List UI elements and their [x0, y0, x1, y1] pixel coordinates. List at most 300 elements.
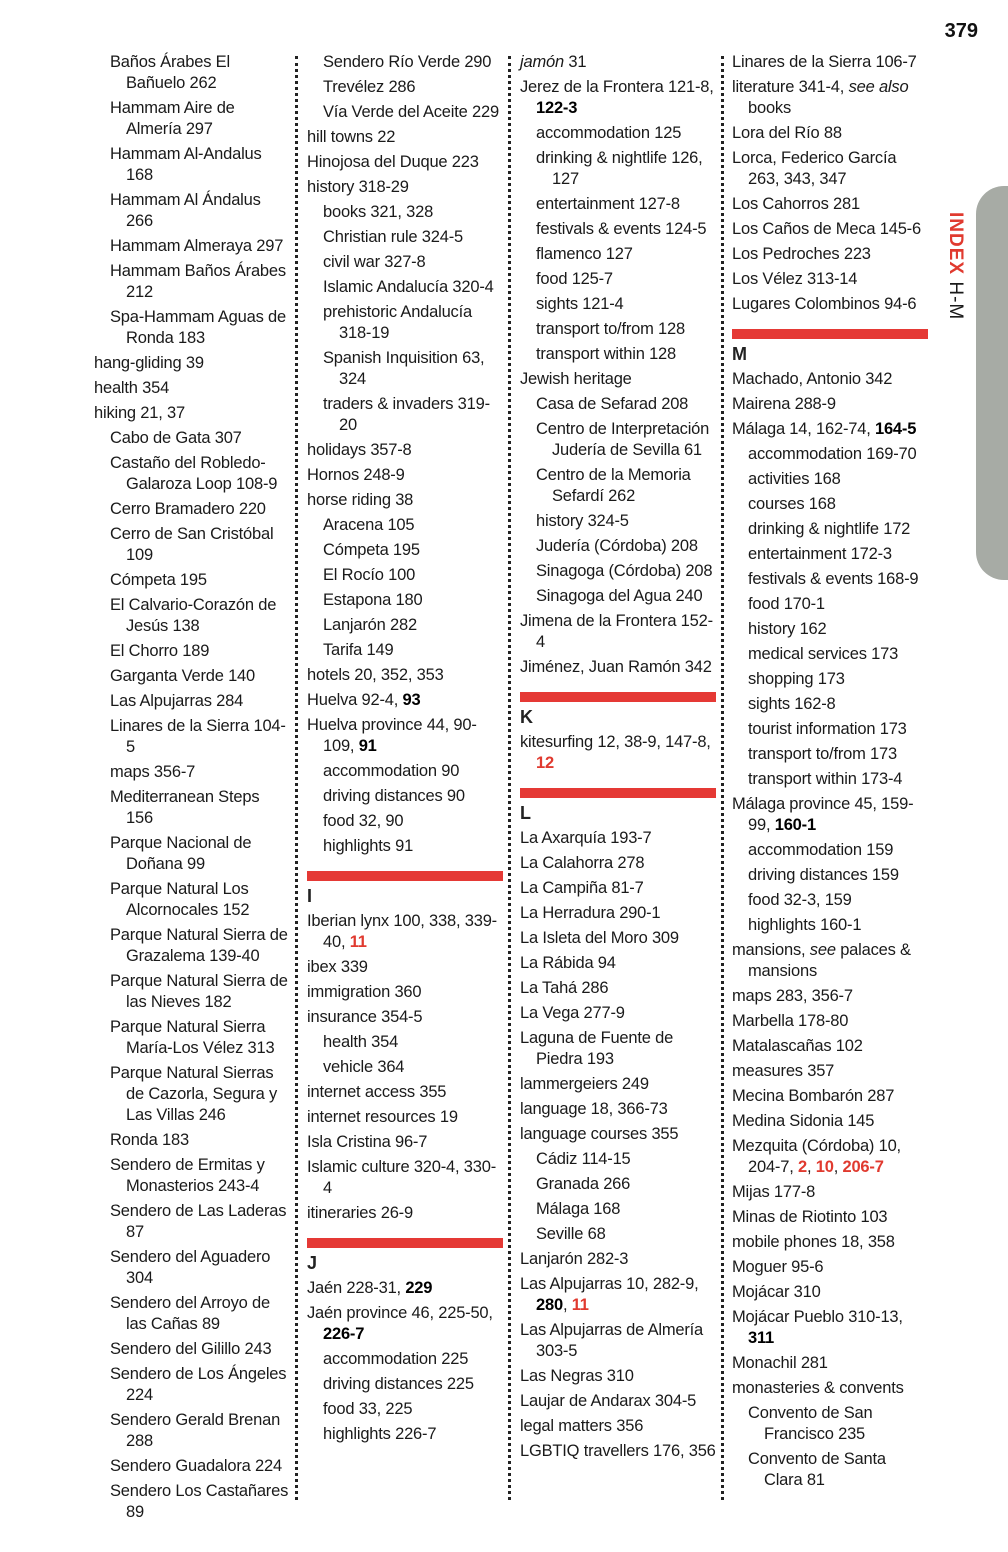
index-subentry	[307, 1032, 503, 1053]
entry-text: see also	[848, 78, 909, 96]
index-entry	[732, 986, 928, 1007]
entry-text: holidays 357-8	[307, 441, 412, 459]
index-column-1	[94, 52, 290, 1527]
entry-text: mansions,	[732, 941, 810, 959]
index-entry	[520, 1124, 716, 1145]
index-entry	[307, 911, 503, 953]
index-entry	[520, 1366, 716, 1387]
index-subentry	[94, 570, 290, 591]
entry-text: Parque Natural Sierra María-Los Vélez 313	[110, 1018, 275, 1057]
entry-text: Marbella 178-80	[732, 1012, 849, 1030]
index-subentry	[94, 641, 290, 662]
index-subentry	[732, 890, 928, 911]
entry-text: food 33, 225	[323, 1400, 413, 1418]
section-letter: M	[732, 344, 747, 364]
index-entry	[520, 1028, 716, 1070]
entry-text: Mojácar 310	[732, 1283, 821, 1301]
entry-text: ,	[806, 1158, 816, 1176]
section-tab	[976, 186, 1008, 580]
entry-text: Jerez de la Frontera 121-8,	[520, 78, 714, 96]
entry-text: sights 162-8	[748, 695, 836, 713]
entry-text: Hammam Aire de Almería 297	[110, 99, 235, 138]
photo-page-ref: 11	[571, 1296, 589, 1314]
index-entry	[732, 369, 928, 390]
entry-text: Lora del Río 88	[732, 124, 842, 142]
entry-text: Huelva province 44, 90-109,	[307, 716, 477, 755]
index-entry	[732, 419, 928, 440]
entry-text: Hammam Al-Andalus 168	[110, 145, 262, 184]
index-column-3	[520, 52, 716, 1466]
entry-text: Huelva 92-4,	[307, 691, 403, 709]
index-subentry	[307, 1399, 503, 1420]
index-subentry	[732, 915, 928, 936]
entry-text: Mediterranean Steps 156	[110, 788, 260, 827]
entry-text: driving distances 225	[323, 1375, 474, 1393]
index-subentry	[94, 971, 290, 1013]
index-subentry	[307, 348, 503, 390]
index-subentry	[94, 1364, 290, 1406]
entry-text: monasteries & convents	[732, 1379, 904, 1397]
entry-text: mobile phones 18, 358	[732, 1233, 895, 1251]
entry-text: maps 283, 356-7	[732, 987, 853, 1005]
entry-text: prehistoric Andalucía 318-19	[323, 303, 472, 342]
index-entry	[94, 353, 290, 374]
section-rule	[520, 692, 716, 702]
index-entry	[732, 1036, 928, 1057]
index-subentry	[307, 786, 503, 807]
column-divider	[721, 56, 724, 1500]
entry-text: Centro de la Memoria Sefardí 262	[536, 466, 691, 505]
entry-text: hiking 21, 37	[94, 404, 185, 422]
index-subentry	[94, 1456, 290, 1477]
entry-text: El Rocío 100	[323, 566, 416, 584]
index-subentry	[520, 465, 716, 507]
index-entry	[732, 77, 928, 119]
index-subentry	[520, 244, 716, 265]
index-subentry	[307, 77, 503, 98]
entry-text: Judería (Córdoba) 208	[536, 537, 698, 555]
entry-text: Laujar de Andarax 304-5	[520, 1392, 697, 1410]
entry-text: La Vega 277-9	[520, 1004, 625, 1022]
index-entry	[307, 1007, 503, 1028]
index-subentry	[520, 344, 716, 365]
entry-text: traders & invaders 319-20	[323, 395, 490, 434]
entry-text: Parque Natural Sierra de Grazalema 139-40	[110, 926, 288, 965]
entry-text: Ronda 183	[110, 1131, 189, 1149]
index-entry	[732, 394, 928, 415]
entry-text: Sinagoga (Córdoba) 208	[536, 562, 713, 580]
entry-text: Casa de Sefarad 208	[536, 395, 689, 413]
entry-text: entertainment 172-3	[748, 545, 892, 563]
entry-text: Lanjarón 282	[323, 616, 417, 634]
index-entry	[520, 1003, 716, 1024]
entry-text: Las Negras 310	[520, 1367, 634, 1385]
entry-text: Lugares Colombinos 94-6	[732, 295, 917, 313]
entry-text: Hinojosa del Duque 223	[307, 153, 479, 171]
index-subentry	[732, 494, 928, 515]
entry-text: Hornos 248-9	[307, 466, 405, 484]
entry-text: Spanish Inquisition 63, 324	[323, 349, 485, 388]
entry-text: Jaén province 46, 225-50,	[307, 1304, 493, 1322]
map-page-ref: 226-7	[323, 1325, 365, 1343]
entry-text: history 324-5	[536, 512, 629, 530]
index-entry	[307, 177, 503, 198]
entry-text: Cerro de San Cristóbal 109	[110, 525, 274, 564]
index-entry	[94, 403, 290, 424]
letter-section-header	[732, 329, 928, 365]
index-subentry	[307, 1057, 503, 1078]
entry-text: Sinagoga del Agua 240	[536, 587, 703, 605]
index-subentry	[307, 640, 503, 661]
entry-text: literature 341-4,	[732, 78, 849, 96]
entry-text: festivals & events 124-5	[536, 220, 707, 238]
index-subentry	[307, 277, 503, 298]
index-entry	[520, 853, 716, 874]
entry-text: Sendero de Los Ángeles 224	[110, 1365, 287, 1404]
entry-text: Linares de la Sierra 104-5	[110, 717, 286, 756]
entry-text: food 32-3, 159	[748, 891, 852, 909]
index-subentry	[94, 1155, 290, 1197]
index-subentry	[94, 925, 290, 967]
section-rule	[732, 329, 928, 339]
entry-text: Mairena 288-9	[732, 395, 836, 413]
index-subentry	[94, 879, 290, 921]
index-entry	[307, 440, 503, 461]
entry-text: Sendero Guadalora 224	[110, 1457, 282, 1475]
index-subentry	[94, 833, 290, 875]
index-subentry	[94, 428, 290, 449]
entry-text: Hammam Baños Árabes 212	[110, 262, 286, 301]
entry-text: Machado, Antonio 342	[732, 370, 893, 388]
index-subentry	[732, 619, 928, 640]
index-entry	[732, 244, 928, 265]
index-subentry	[94, 666, 290, 687]
photo-page-ref: 11	[349, 933, 367, 951]
entry-text: hang-gliding 39	[94, 354, 204, 372]
entry-text: Sendero Los Castañares 89	[110, 1482, 289, 1521]
index-subentry	[732, 444, 928, 465]
entry-text: highlights 226-7	[323, 1425, 437, 1443]
entry-text: Cómpeta 195	[323, 541, 420, 559]
entry-text: Parque Natural Los Alcornocales 152	[110, 880, 250, 919]
index-entry	[520, 1074, 716, 1095]
entry-text: Sendero de Ermitas y Monasterios 243-4	[110, 1156, 265, 1195]
index-entry	[732, 148, 928, 190]
index-subentry	[94, 762, 290, 783]
index-entry	[520, 52, 716, 73]
index-subentry	[94, 716, 290, 758]
index-subentry	[307, 515, 503, 536]
index-entry	[307, 1132, 503, 1153]
map-page-ref: 311	[748, 1329, 775, 1347]
index-subentry	[520, 1174, 716, 1195]
entry-text: kitesurfing 12, 38-9, 147-8,	[520, 733, 711, 751]
index-subentry	[307, 811, 503, 832]
index-entry	[520, 828, 716, 849]
entry-text: Isla Cristina 96-7	[307, 1133, 428, 1151]
index-column-2	[307, 52, 503, 1449]
index-subentry	[520, 123, 716, 144]
entry-text: legal matters 356	[520, 1417, 644, 1435]
entry-text: lammergeiers 249	[520, 1075, 649, 1093]
index-entry	[732, 52, 928, 73]
entry-text: El Chorro 189	[110, 642, 210, 660]
index-entry	[520, 903, 716, 924]
index-subentry	[520, 1199, 716, 1220]
entry-text: La Rábida 94	[520, 954, 616, 972]
index-subentry	[520, 511, 716, 532]
entry-text: Islamic culture 320-4, 330-4	[307, 1158, 497, 1197]
index-subentry	[520, 148, 716, 190]
entry-text: flamenco 127	[536, 245, 633, 263]
entry-text: Granada 266	[536, 1175, 631, 1193]
index-subentry	[732, 469, 928, 490]
section-tab-label	[944, 212, 966, 320]
entry-text: measures 357	[732, 1062, 835, 1080]
entry-text: entertainment 127-8	[536, 195, 680, 213]
letter-section-header	[520, 788, 716, 824]
entry-text: Cádiz 114-15	[536, 1150, 631, 1168]
index-subentry	[94, 1201, 290, 1243]
index-subentry	[307, 202, 503, 223]
index-subentry	[94, 1130, 290, 1151]
index-entry	[307, 715, 503, 757]
index-column-4	[732, 52, 928, 1495]
map-page-ref: 160-1	[774, 816, 816, 834]
entry-text: Málaga 168	[536, 1200, 621, 1218]
entry-text: hill towns 22	[307, 128, 396, 146]
entry-text: Sendero del Gilillo 243	[110, 1340, 272, 1358]
index-subentry	[94, 261, 290, 303]
index-entry	[732, 1378, 928, 1399]
page-number: 379	[944, 20, 978, 42]
index-entry	[732, 294, 928, 315]
entry-text: Mojácar Pueblo 310-13,	[732, 1308, 903, 1326]
entry-text: Mijas 177-8	[732, 1183, 816, 1201]
map-page-ref: 93	[402, 691, 421, 709]
index-subentry	[307, 836, 503, 857]
entry-text: Vía Verde del Aceite 229	[323, 103, 499, 121]
entry-text: La Herradura 290-1	[520, 904, 661, 922]
entry-text: shopping 173	[748, 670, 845, 688]
entry-text: Los Caños de Meca 145-6	[732, 220, 921, 238]
entry-text: itineraries 26-9	[307, 1204, 413, 1222]
entry-text: jamón	[520, 53, 564, 71]
index-entry	[307, 1203, 503, 1224]
map-page-ref: 164-5	[874, 420, 917, 438]
entry-text: palaces & mansions	[748, 941, 911, 980]
entry-text: Laguna de Fuente de Piedra 193	[520, 1029, 674, 1068]
index-entry	[732, 1111, 928, 1132]
index-subentry	[732, 569, 928, 590]
index-entry	[307, 465, 503, 486]
entry-text: Sendero del Aguadero 304	[110, 1248, 271, 1287]
entry-text: highlights 91	[323, 837, 414, 855]
index-entry	[520, 1441, 716, 1462]
entry-text: accommodation 159	[748, 841, 894, 859]
index-entry	[732, 1011, 928, 1032]
map-page-ref: 229	[405, 1279, 433, 1297]
index-subentry	[307, 761, 503, 782]
index-entry	[307, 127, 503, 148]
index-subentry	[520, 586, 716, 607]
section-letter: I	[307, 886, 313, 906]
entry-text: accommodation 90	[323, 762, 460, 780]
entry-text: Matalascañas 102	[732, 1037, 863, 1055]
index-entry	[520, 732, 716, 774]
index-subentry	[307, 540, 503, 561]
entry-text: Cabo de Gata 307	[110, 429, 242, 447]
entry-text: transport within 173-4	[748, 770, 903, 788]
index-entry	[732, 1307, 928, 1349]
entry-text: Parque Nacional de Doñana 99	[110, 834, 252, 873]
index-entry	[307, 690, 503, 711]
index-subentry	[732, 840, 928, 861]
index-subentry	[732, 719, 928, 740]
entry-text: Málaga 14, 162-74,	[732, 420, 875, 438]
tab-index-label: INDEX	[945, 212, 966, 276]
entry-text: Sendero Gerald Brenan 288	[110, 1411, 281, 1450]
entry-text: Málaga province 45, 159-99,	[732, 795, 914, 834]
index-entry	[732, 1282, 928, 1303]
entry-text: Jaén 228-31,	[307, 1279, 406, 1297]
index-entry	[732, 269, 928, 290]
entry-text: Sendero Río Verde 290	[323, 53, 492, 71]
entry-text: Parque Natural Sierra de las Nieves 182	[110, 972, 288, 1011]
index-subentry	[307, 615, 503, 636]
index-subentry	[94, 524, 290, 566]
entry-text: Garganta Verde 140	[110, 667, 256, 685]
index-entry	[520, 657, 716, 678]
index-subentry	[307, 302, 503, 344]
entry-text: maps 356-7	[110, 763, 196, 781]
entry-text: Jimena de la Frontera 152-4	[520, 612, 713, 651]
section-letter: K	[520, 707, 533, 727]
photo-page-ref: 206-7	[842, 1158, 884, 1176]
entry-text: Cerro Bramadero 220	[110, 500, 266, 518]
entry-text: driving distances 159	[748, 866, 899, 884]
entry-text: La Calahorra 278	[520, 854, 645, 872]
index-entry	[732, 219, 928, 240]
photo-page-ref: 12	[536, 754, 554, 772]
entry-text: Hammam Almeraya 297	[110, 237, 284, 255]
index-subentry	[94, 307, 290, 349]
entry-text: transport within 128	[536, 345, 676, 363]
entry-text: food 125-7	[536, 270, 613, 288]
index-entry	[732, 1086, 928, 1107]
entry-text: Monachil 281	[732, 1354, 828, 1372]
index-entry	[307, 957, 503, 978]
index-subentry	[94, 236, 290, 257]
entry-text: Baños Árabes El Bañuelo 262	[110, 53, 230, 92]
entry-text: Las Alpujarras 10, 282-9,	[520, 1275, 699, 1293]
entry-text: festivals & events 168-9	[748, 570, 919, 588]
index-subentry	[732, 544, 928, 565]
entry-text: driving distances 90	[323, 787, 465, 805]
entry-text: Los Pedroches 223	[732, 245, 871, 263]
index-subentry	[732, 865, 928, 886]
index-subentry	[94, 787, 290, 829]
index-subentry	[94, 1481, 290, 1523]
entry-text: food 32, 90	[323, 812, 404, 830]
entry-text: insurance 354-5	[307, 1008, 423, 1026]
index-subentry	[307, 1374, 503, 1395]
index-entry	[307, 1278, 503, 1299]
entry-text: drinking & nightlife 172	[748, 520, 911, 538]
section-letter: L	[520, 803, 531, 823]
index-subentry	[307, 52, 503, 73]
entry-text: Trevélez 286	[323, 78, 416, 96]
index-subentry	[94, 595, 290, 637]
entry-text: food 170-1	[748, 595, 825, 613]
entry-text: see	[809, 941, 836, 959]
entry-text: Seville 68	[536, 1225, 606, 1243]
entry-text: Cómpeta 195	[110, 571, 207, 589]
entry-text: drinking & nightlife 126, 127	[536, 149, 703, 188]
entry-text: Los Cahorros 281	[732, 195, 860, 213]
index-subentry	[94, 1247, 290, 1289]
index-entry	[520, 77, 716, 119]
index-entry	[732, 194, 928, 215]
section-rule	[520, 788, 716, 798]
index-entry	[307, 490, 503, 511]
entry-text: Las Alpujarras de Almería 303-5	[520, 1321, 704, 1360]
index-subentry	[307, 590, 503, 611]
entry-text: Moguer 95-6	[732, 1258, 824, 1276]
index-entry	[732, 1353, 928, 1374]
index-entry	[520, 1416, 716, 1437]
index-entry	[307, 982, 503, 1003]
entry-text: ,	[833, 1158, 843, 1176]
entry-text: books	[748, 99, 792, 117]
index-subentry	[520, 536, 716, 557]
index-entry	[732, 1257, 928, 1278]
index-entry	[307, 665, 503, 686]
index-subentry	[732, 519, 928, 540]
photo-page-ref: 10	[815, 1158, 834, 1176]
index-entry	[94, 378, 290, 399]
index-entry	[732, 1061, 928, 1082]
index-entry	[732, 1182, 928, 1203]
entry-text: transport to/from 173	[748, 745, 897, 763]
entry-text: Christian rule 324-5	[323, 228, 463, 246]
index-entry	[307, 1107, 503, 1128]
entry-text: LGBTIQ travellers 176, 356	[520, 1442, 716, 1460]
index-subentry	[520, 294, 716, 315]
index-subentry	[520, 219, 716, 240]
index-subentry	[307, 565, 503, 586]
index-entry	[520, 1320, 716, 1362]
column-divider	[508, 56, 511, 1500]
entry-text: La Axarquía 193-7	[520, 829, 652, 847]
section-letter: J	[307, 1253, 318, 1273]
entry-text: Convento de Santa Clara 81	[748, 1450, 886, 1489]
entry-text: Lorca, Federico García 263, 343, 347	[732, 149, 897, 188]
map-page-ref: 91	[358, 737, 377, 755]
index-subentry	[94, 1339, 290, 1360]
map-page-ref: 280	[536, 1296, 563, 1314]
index-subentry	[94, 190, 290, 232]
entry-text: Los Vélez 313-14	[732, 270, 858, 288]
index-subentry	[732, 1449, 928, 1491]
entry-text: internet resources 19	[307, 1108, 458, 1126]
entry-text: Jiménez, Juan Ramón 342	[520, 658, 712, 676]
index-entry	[732, 1232, 928, 1253]
entry-text: activities 168	[748, 470, 841, 488]
index-entry	[520, 1099, 716, 1120]
entry-text: vehicle 364	[323, 1058, 405, 1076]
section-rule	[307, 871, 503, 881]
